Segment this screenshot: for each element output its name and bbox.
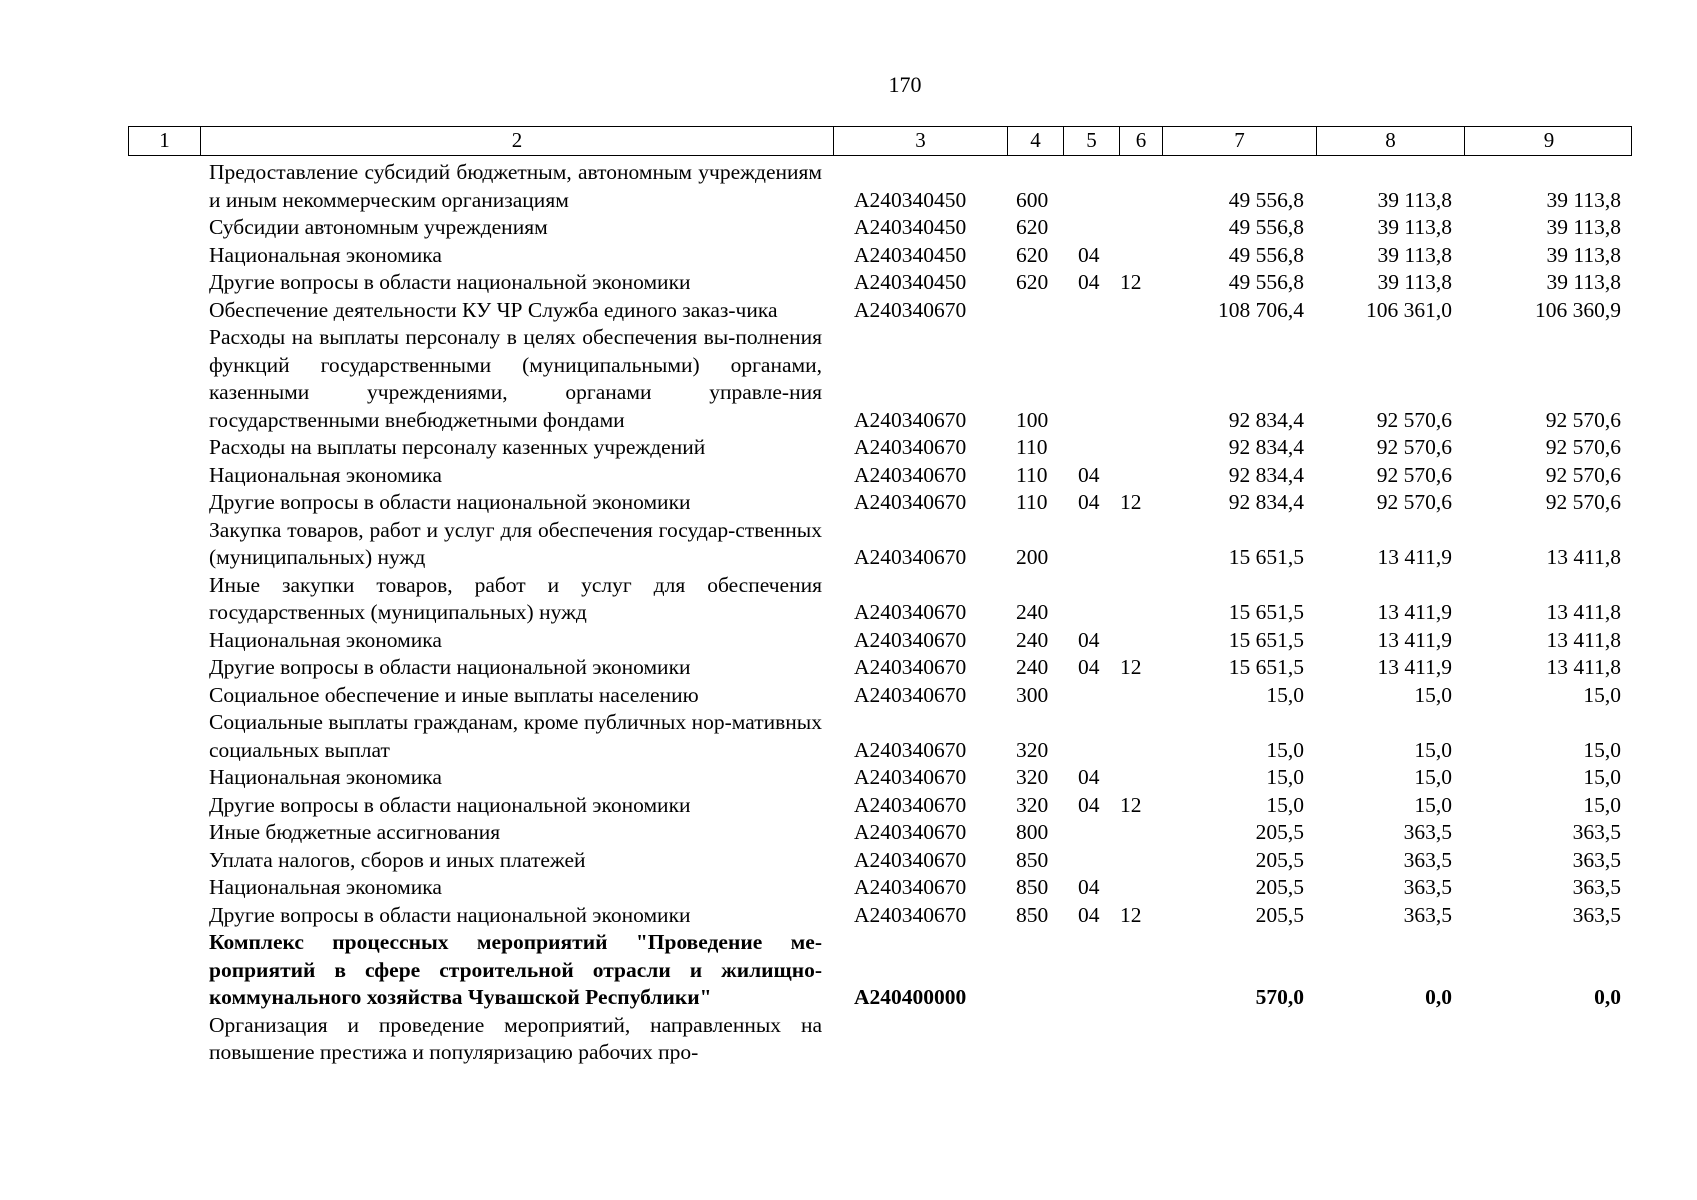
amount-col-8: 92 570,6 [1376, 490, 1452, 514]
section: 04 [1078, 627, 1100, 652]
amount-col-7: 49 556,8 [1228, 187, 1304, 212]
section: 04 [1078, 875, 1100, 899]
amount-col-9: 363,5 [1572, 902, 1621, 927]
amount-col-9: 15,0 [1583, 737, 1621, 762]
amount-col-8: 92 570,6 [1376, 407, 1452, 432]
table-row [128, 517, 1632, 572]
amount-col-7: 108 706,4 [1218, 297, 1304, 322]
amount-col-9: 0,0 [1594, 985, 1621, 1009]
amount-col-9: 15,0 [1583, 682, 1621, 707]
amount-col-8: 363,5 [1403, 820, 1452, 844]
subsection: 12 [1120, 655, 1142, 679]
expense-type: 620 [1016, 242, 1049, 267]
row-description: Другие вопросы в области национальной экономики [209, 270, 691, 294]
row-description: Другие вопросы в области национальной экономики [209, 792, 691, 817]
row-description: Социальные выплаты гражданам, кроме публичных нор-мативных социальных выплат [209, 710, 822, 762]
amount-col-7: 15,0 [1266, 792, 1304, 817]
amount-col-8: 92 570,6 [1376, 435, 1452, 459]
budget-code: А240400000 [854, 985, 967, 1009]
table-header-row [128, 126, 1632, 156]
budget-code: А240340670 [854, 875, 967, 899]
expense-type: 850 [1016, 875, 1049, 899]
row-description: Национальная экономика [209, 462, 442, 487]
amount-col-9: 39 113,8 [1546, 242, 1621, 267]
amount-col-9: 92 570,6 [1545, 462, 1621, 487]
header-col-1: 1 [159, 128, 170, 152]
expense-type: 100 [1016, 407, 1049, 432]
amount-col-8: 39 113,8 [1377, 270, 1452, 294]
section: 04 [1078, 490, 1100, 514]
budget-code: А240340670 [854, 462, 967, 487]
section: 04 [1078, 902, 1100, 927]
table-body [128, 159, 1632, 1067]
subsection: 12 [1120, 902, 1142, 927]
table-row [128, 682, 1632, 710]
amount-col-9: 39 113,8 [1546, 215, 1621, 239]
expense-type: 110 [1016, 462, 1048, 487]
expense-type: 110 [1016, 435, 1048, 459]
row-description: Иные закупки товаров, работ и услуг для обеспечения государственных (муниципальных) нужд [209, 572, 822, 624]
budget-code: А240340450 [854, 242, 967, 267]
expense-type: 600 [1016, 187, 1049, 212]
amount-col-8: 92 570,6 [1376, 462, 1452, 487]
header-col-3: 3 [833, 127, 1007, 155]
expense-type: 320 [1016, 737, 1049, 762]
budget-table [128, 126, 1632, 1067]
amount-col-7: 92 834,4 [1228, 462, 1304, 487]
amount-col-7: 49 556,8 [1228, 270, 1304, 294]
amount-col-7: 15 651,5 [1228, 655, 1304, 679]
amount-col-7: 92 834,4 [1228, 407, 1304, 432]
row-description: Субсидии автономным учреждениям [209, 215, 548, 239]
amount-col-8: 15,0 [1414, 737, 1452, 762]
budget-code: А240340670 [854, 407, 967, 432]
table-row [128, 709, 1632, 764]
section: 04 [1078, 792, 1100, 817]
row-description: Национальная экономика [209, 627, 442, 652]
table-row [128, 929, 1632, 1012]
row-description: Расходы на выплаты персоналу казенных учреждений [209, 435, 706, 459]
amount-col-7: 15 651,5 [1228, 627, 1304, 652]
budget-code: А240340450 [854, 187, 967, 212]
row-description: Закупка товаров, работ и услуг для обеспечения государ-ственных (муниципальных) нужд [209, 517, 822, 569]
table-row [128, 792, 1632, 820]
row-description: Социальное обеспечение и иные выплаты населению [209, 682, 699, 707]
expense-type: 620 [1016, 215, 1049, 239]
expense-type: 320 [1016, 792, 1049, 817]
table-row [128, 462, 1632, 490]
table-row [128, 1012, 1632, 1067]
amount-col-9: 92 570,6 [1545, 490, 1621, 514]
amount-col-7: 570,0 [1255, 985, 1304, 1009]
budget-code: А240340670 [854, 902, 967, 927]
expense-type: 110 [1016, 490, 1048, 514]
budget-code: А240340670 [854, 600, 967, 624]
subsection: 12 [1120, 490, 1142, 514]
amount-col-9: 92 570,6 [1545, 435, 1621, 459]
table-row [128, 627, 1632, 655]
subsection: 12 [1120, 270, 1142, 294]
amount-col-7: 15 651,5 [1228, 600, 1304, 624]
amount-col-8: 363,5 [1403, 847, 1452, 872]
table-row [128, 874, 1632, 902]
expense-type: 620 [1016, 270, 1049, 294]
row-description: Обеспечение деятельности КУ ЧР Служба единого заказ-чика [209, 297, 778, 322]
amount-col-9: 13 411,8 [1546, 655, 1621, 679]
expense-type: 240 [1016, 655, 1049, 679]
budget-code: А240340450 [854, 270, 967, 294]
table-row [128, 847, 1632, 875]
budget-code: А240340670 [854, 297, 967, 322]
table-row [128, 434, 1632, 462]
table-row [128, 297, 1632, 325]
amount-col-9: 13 411,8 [1546, 600, 1621, 624]
section: 04 [1078, 462, 1100, 487]
amount-col-7: 205,5 [1255, 875, 1304, 899]
page-number: 170 [888, 72, 922, 97]
row-description: Уплата налогов, сборов и иных платежей [209, 847, 586, 872]
amount-col-8: 39 113,8 [1377, 242, 1452, 267]
amount-col-7: 205,5 [1255, 847, 1304, 872]
amount-col-8: 363,5 [1403, 875, 1452, 899]
amount-col-9: 363,5 [1572, 847, 1621, 872]
expense-type: 200 [1016, 545, 1049, 569]
row-description: Другие вопросы в области национальной экономики [209, 490, 691, 514]
expense-type: 850 [1016, 902, 1049, 927]
header-col-7: 7 [1162, 127, 1316, 155]
table-row [128, 324, 1632, 434]
header-col-9: 9 [1464, 127, 1633, 155]
table-row [128, 819, 1632, 847]
amount-col-8: 13 411,9 [1377, 600, 1452, 624]
expense-type: 240 [1016, 627, 1049, 652]
amount-col-9: 15,0 [1583, 792, 1621, 817]
row-description: Иные бюджетные ассигнования [209, 820, 501, 844]
expense-type: 320 [1016, 765, 1049, 789]
amount-col-7: 15,0 [1266, 765, 1304, 789]
amount-col-9: 39 113,8 [1546, 187, 1621, 212]
amount-col-9: 106 360,9 [1535, 297, 1621, 322]
section: 04 [1078, 765, 1100, 789]
expense-type: 850 [1016, 847, 1049, 872]
amount-col-8: 106 361,0 [1366, 297, 1452, 322]
subsection: 12 [1120, 792, 1142, 817]
table-row [128, 654, 1632, 682]
table-row [128, 242, 1632, 270]
amount-col-7: 49 556,8 [1228, 215, 1304, 239]
row-description: Организация и проведение мероприятий, направленных на повышение престижа и популяризацию рабочих про- [209, 1012, 822, 1064]
expense-type: 240 [1016, 600, 1049, 624]
amount-col-8: 15,0 [1414, 792, 1452, 817]
row-description: Комплекс процессных мероприятий "Проведение ме-роприятий в сфере строительной отрасли и жилищно-коммунального хозяйства Чувашской Республики" [209, 930, 822, 1009]
header-col-2: 2 [200, 127, 833, 155]
row-description: Национальная экономика [209, 242, 442, 267]
amount-col-7: 15,0 [1266, 682, 1304, 707]
amount-col-9: 39 113,8 [1546, 270, 1621, 294]
amount-col-9: 15,0 [1583, 765, 1621, 789]
amount-col-8: 39 113,8 [1377, 215, 1452, 239]
header-col-5: 5 [1063, 127, 1119, 155]
budget-code: А240340670 [854, 847, 967, 872]
row-description: Предоставление субсидий бюджетным, автономным учреждениям и иным некоммерческим организациям [209, 160, 822, 212]
amount-col-9: 363,5 [1572, 875, 1621, 899]
row-description: Расходы на выплаты персоналу в целях обеспечения вы-полнения функций государственными (муниципальными) органами, казенными учреждениями, органами управле-ния государственными внебюджетными фондами [209, 325, 822, 432]
row-description: Национальная экономика [209, 765, 442, 789]
amount-col-8: 13 411,9 [1377, 627, 1452, 652]
table-row [128, 902, 1632, 930]
amount-col-9: 13 411,8 [1546, 545, 1621, 569]
table-row [128, 159, 1632, 214]
budget-code: А240340670 [854, 435, 967, 459]
amount-col-8: 13 411,9 [1377, 545, 1452, 569]
section: 04 [1078, 270, 1100, 294]
expense-type: 300 [1016, 682, 1049, 707]
table-row [128, 489, 1632, 517]
amount-col-8: 363,5 [1403, 902, 1452, 927]
amount-col-8: 13 411,9 [1377, 655, 1452, 679]
row-description: Национальная экономика [209, 875, 442, 899]
amount-col-7: 49 556,8 [1228, 242, 1304, 267]
table-row [128, 764, 1632, 792]
header-col-8: 8 [1316, 127, 1464, 155]
amount-col-7: 205,5 [1255, 820, 1304, 844]
amount-col-8: 15,0 [1414, 682, 1452, 707]
amount-col-7: 15 651,5 [1228, 545, 1304, 569]
budget-code: А240340450 [854, 215, 967, 239]
budget-code: А240340670 [854, 627, 967, 652]
budget-code: А240340670 [854, 655, 967, 679]
budget-code: А240340670 [854, 490, 967, 514]
amount-col-8: 39 113,8 [1377, 187, 1452, 212]
table-row [128, 214, 1632, 242]
amount-col-7: 205,5 [1255, 902, 1304, 927]
amount-col-7: 92 834,4 [1228, 490, 1304, 514]
budget-code: А240340670 [854, 682, 967, 707]
table-row [128, 572, 1632, 627]
amount-col-8: 0,0 [1425, 985, 1452, 1009]
budget-code: А240340670 [854, 765, 967, 789]
amount-col-8: 15,0 [1414, 765, 1452, 789]
row-description: Другие вопросы в области национальной экономики [209, 902, 691, 927]
section: 04 [1078, 242, 1100, 267]
budget-code: А240340670 [854, 820, 967, 844]
row-description: Другие вопросы в области национальной экономики [209, 655, 691, 679]
amount-col-7: 15,0 [1266, 737, 1304, 762]
amount-col-9: 363,5 [1572, 820, 1621, 844]
budget-code: А240340670 [854, 737, 967, 762]
budget-code: А240340670 [854, 792, 967, 817]
budget-code: А240340670 [854, 545, 967, 569]
table-row [128, 269, 1632, 297]
expense-type: 800 [1016, 820, 1049, 844]
header-col-6: 6 [1119, 127, 1162, 155]
header-col-4: 4 [1007, 127, 1063, 155]
amount-col-9: 13 411,8 [1546, 627, 1621, 652]
section: 04 [1078, 655, 1100, 679]
amount-col-9: 92 570,6 [1545, 407, 1621, 432]
amount-col-7: 92 834,4 [1228, 435, 1304, 459]
